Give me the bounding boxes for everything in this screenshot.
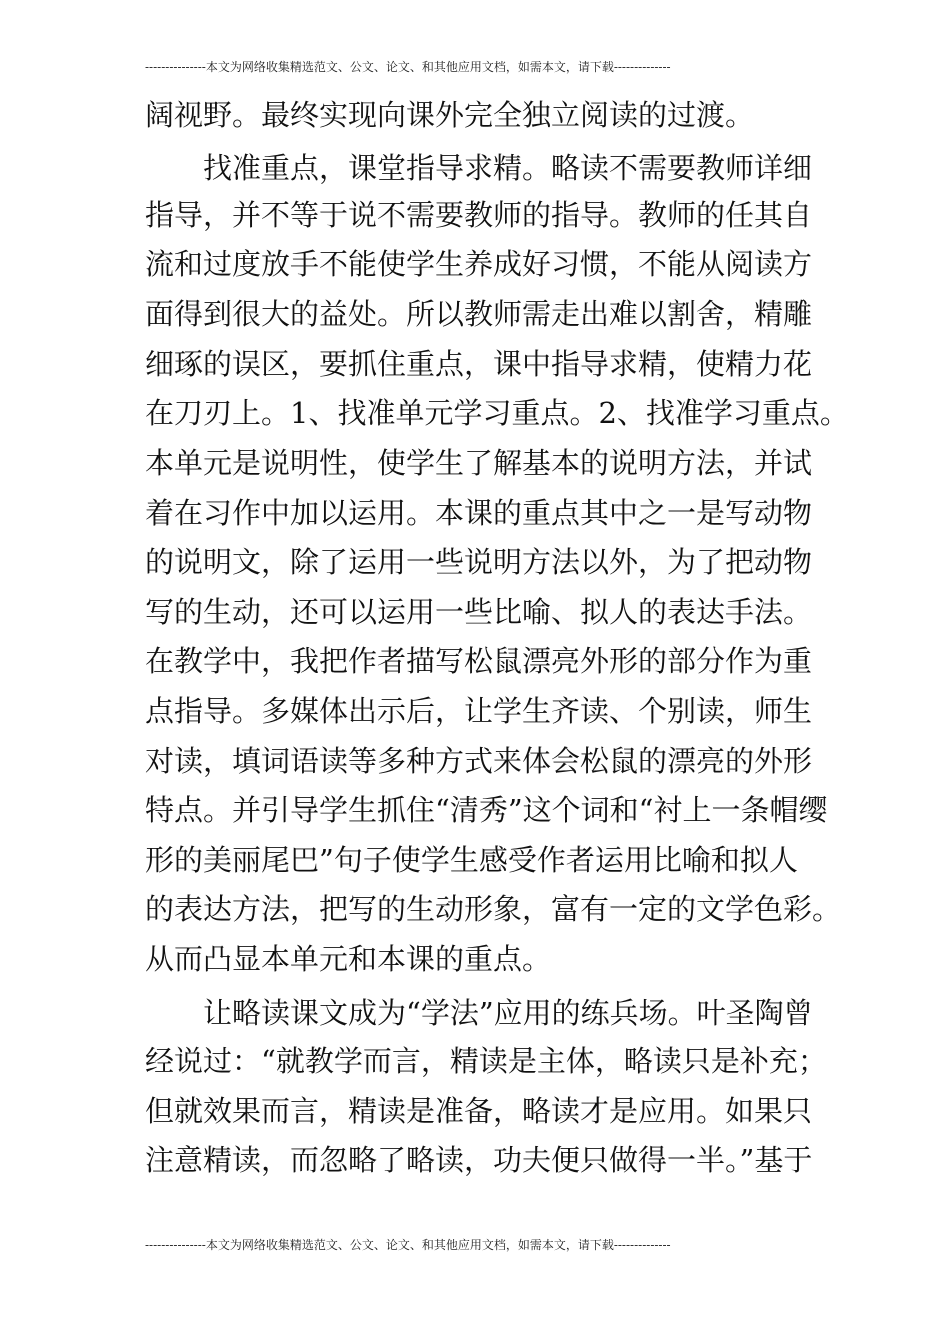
text-line: 着在习作中加以运用。本课的重点其中之一是写动物 (145, 496, 813, 530)
text-line: 经说过：“就教学而言，精读是主体，略读只是补充； (145, 1044, 827, 1078)
text-line: 细琢的误区，要抓住重点，课中指导求精，使精力花 (145, 347, 813, 381)
text-line: 在教学中，我把作者描写松鼠漂亮外形的部分作为重 (145, 644, 813, 678)
text-line: 点指导。多媒体出示后，让学生齐读、个别读，师生 (145, 694, 813, 728)
text-line: 写的生动，还可以运用一些比喻、拟人的表达手法。 (145, 595, 813, 629)
paragraph-start-line: 让略读课文成为“学法”应用的练兵场。叶圣陶曾 (203, 996, 813, 1030)
text-line: 的表达方法，把写的生动形象，富有一定的文学色彩。 (145, 892, 842, 926)
text-line: 本单元是说明性，使学生了解基本的说明方法，并试 (145, 446, 813, 480)
paragraph-start-line: 找准重点，课堂指导求精。略读不需要教师详细 (203, 151, 813, 185)
text-line: 但就效果而言，精读是准备，略读才是应用。如果只 (145, 1094, 813, 1128)
text-line: 特点。并引导学生抓住“清秀”这个词和“衬上一条帽缨 (145, 793, 828, 827)
text-line: 阔视野。最终实现向课外完全独立阅读的过渡。 (145, 98, 755, 132)
text-line: 对读，填词语读等多种方式来体会松鼠的漂亮的外形 (145, 744, 813, 778)
text-line: 形的美丽尾巴”句子使学生感受作者运用比喻和拟人 (145, 843, 798, 877)
text-line: 面得到很大的益处。所以教师需走出难以割舍，精雕 (145, 297, 813, 331)
footer-note: ---------------本文为网络收集精选范文、公文、论文、和其他应用文档，如需本文，请下载-------------- (145, 1238, 671, 1252)
text-line: 指导，并不等于说不需要教师的指导。教师的任其自 (145, 198, 813, 232)
text-line: 的说明文，除了运用一些说明方法以外，为了把动物 (145, 545, 813, 579)
header-note: ---------------本文为网络收集精选范文、公文、论文、和其他应用文档，如需本文，请下载-------------- (145, 60, 671, 74)
text-line: 注意精读，而忽略了略读，功夫便只做得一半。”基于 (145, 1143, 813, 1177)
text-line: 从而凸显本单元和本课的重点。 (145, 942, 552, 976)
text-line: 流和过度放手不能使学生养成好习惯，不能从阅读方 (145, 247, 813, 281)
text-line: 在刀刃上。1、找准单元学习重点。2、找准学习重点。 (145, 396, 849, 430)
